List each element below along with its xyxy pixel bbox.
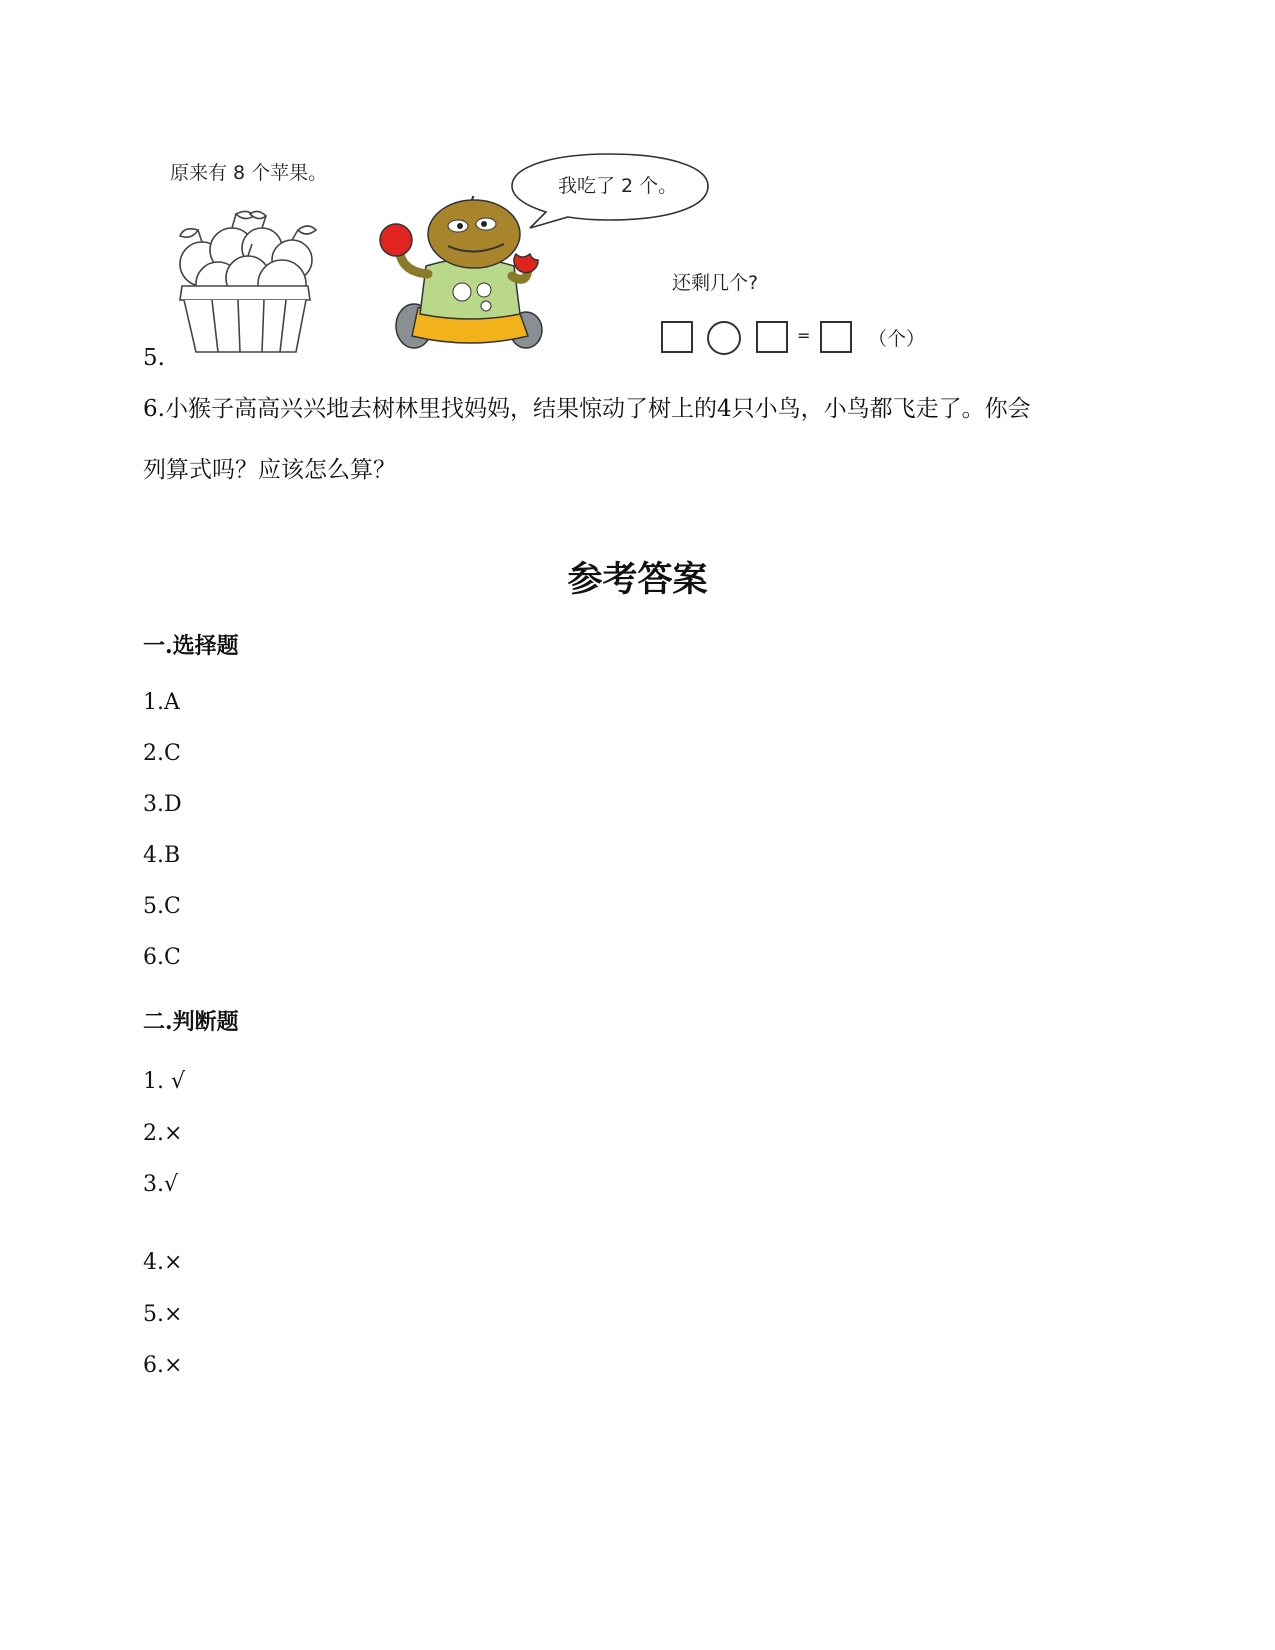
question-6-line-2: 列算式吗？应该怎么算？ bbox=[143, 457, 396, 483]
answer-item: 6.C bbox=[143, 945, 181, 970]
answer-key-title: 参考答案 bbox=[567, 559, 708, 600]
unit-label: （个） bbox=[868, 328, 926, 350]
answer-item: 1.A bbox=[143, 690, 180, 715]
answer-box-result[interactable] bbox=[820, 321, 852, 353]
section-heading-true-false: 二.判断题 bbox=[143, 1009, 239, 1035]
answer-item: 5.× bbox=[143, 1302, 183, 1327]
apple-basket-image bbox=[160, 200, 330, 370]
question-6-line-1: 6.小猴子高高兴兴地去树林里找妈妈，结果惊动了树上的4只小鸟，小鸟都飞走了。你会 bbox=[143, 396, 1031, 422]
answer-item: 2.× bbox=[143, 1121, 183, 1146]
answer-item: 4.× bbox=[143, 1250, 183, 1275]
answer-item: 6.× bbox=[143, 1353, 183, 1378]
operator-circle[interactable] bbox=[707, 321, 741, 355]
answer-item: 4.B bbox=[143, 843, 181, 868]
apples-caption: 原来有 8 个苹果。 bbox=[170, 162, 328, 184]
answer-item: 3.√ bbox=[143, 1172, 179, 1197]
question-5-number: 5. bbox=[143, 345, 165, 371]
answer-box-2[interactable] bbox=[756, 321, 788, 353]
answer-item: 1. √ bbox=[143, 1069, 186, 1094]
answer-item: 2.C bbox=[143, 741, 181, 766]
remaining-question: 还剩几个? bbox=[672, 272, 759, 294]
section-heading-choice: 一.选择题 bbox=[143, 633, 239, 659]
equals-sign: = bbox=[797, 326, 811, 345]
answer-box-1[interactable] bbox=[661, 321, 693, 353]
speech-bubble-text: 我吃了 2 个。 bbox=[558, 175, 678, 197]
answer-item: 3.D bbox=[143, 792, 182, 817]
answer-item: 5.C bbox=[143, 894, 181, 919]
